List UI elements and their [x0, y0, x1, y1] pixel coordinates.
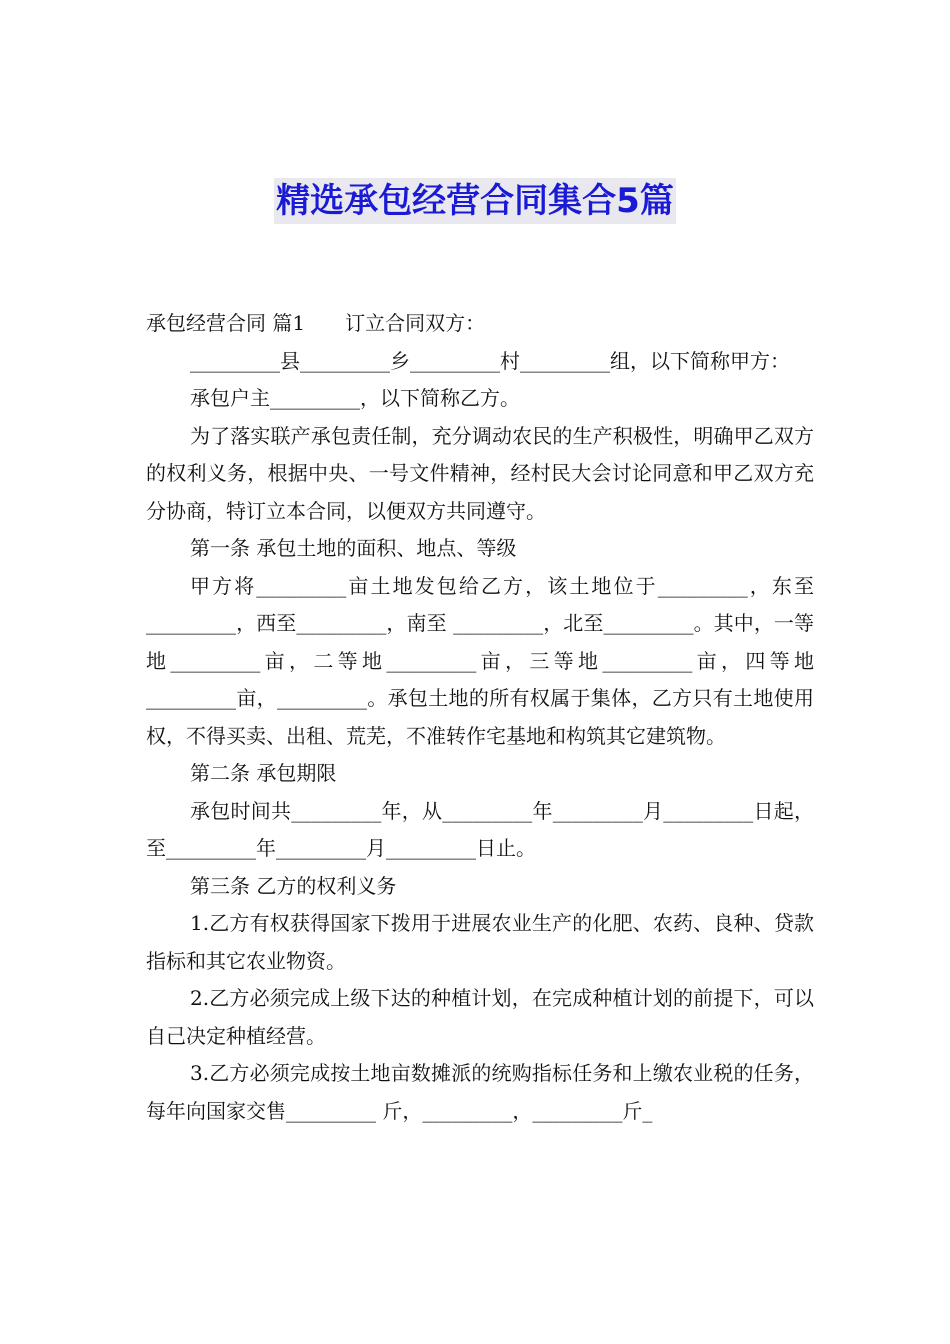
document-title [0, 178, 950, 224]
article-3-heading: 第三条 乙方的权利义务 [190, 873, 397, 898]
article-1-heading: 第一条 承包土地的面积、地点、等级 [190, 536, 517, 560]
article-1-body: 甲方将_________亩土地发包给乙方，该土地位于_________，东至_________，西至_________，南至 _________，北至_________。其中，一等地_________亩，二等地_________亩，三等地_________亩，四等地 _________亩，_________。承包土地的所有权属于集体，乙方只有土地使用权，不得买卖、出租、荒芜，不准转作宅基地和构筑其它建筑物。 [146, 573, 814, 748]
article-2-body: 承包时间共_________年，从_________年_________月_________日起，至_________年_________月_________日止。 [146, 798, 814, 860]
document-title-text: 精选承包经营合同集合5篇 [274, 178, 676, 224]
article-3-item-3: 3.乙方必须完成按土地亩数摊派的统购指标任务和上缴农业税的任务，每年向国家交售_________ 斤，_________，_________斤_ [146, 1061, 814, 1123]
document-body [146, 305, 814, 1130]
article-3-item-2: 2.乙方必须完成上级下达的种植计划，在完成种植计划的前提下，可以自己决定种植经营。 [146, 986, 814, 1048]
paragraph-preamble: 为了落实联产承包责任制，充分调动农民的生产积极性，明确甲乙双方的权利义务，根据中央、一号文件精神，经村民大会讨论同意和甲乙双方充分协商，特订立本合同，以便双方共同遵守。 [146, 423, 814, 523]
paragraph-party-a: _________县_________乡_________村_________组，以下简称甲方： [190, 348, 790, 373]
paragraph-party-b: 承包户主_________，以下简称乙方。 [190, 386, 520, 410]
paragraph-contract-heading: 承包经营合同 篇1 订立合同双方： [146, 311, 486, 335]
article-2-heading: 第二条 承包期限 [190, 761, 337, 785]
article-3-item-1: 1.乙方有权获得国家下拨用于进展农业生产的化肥、农药、良种、贷款指标和其它农业物资。 [146, 911, 814, 973]
